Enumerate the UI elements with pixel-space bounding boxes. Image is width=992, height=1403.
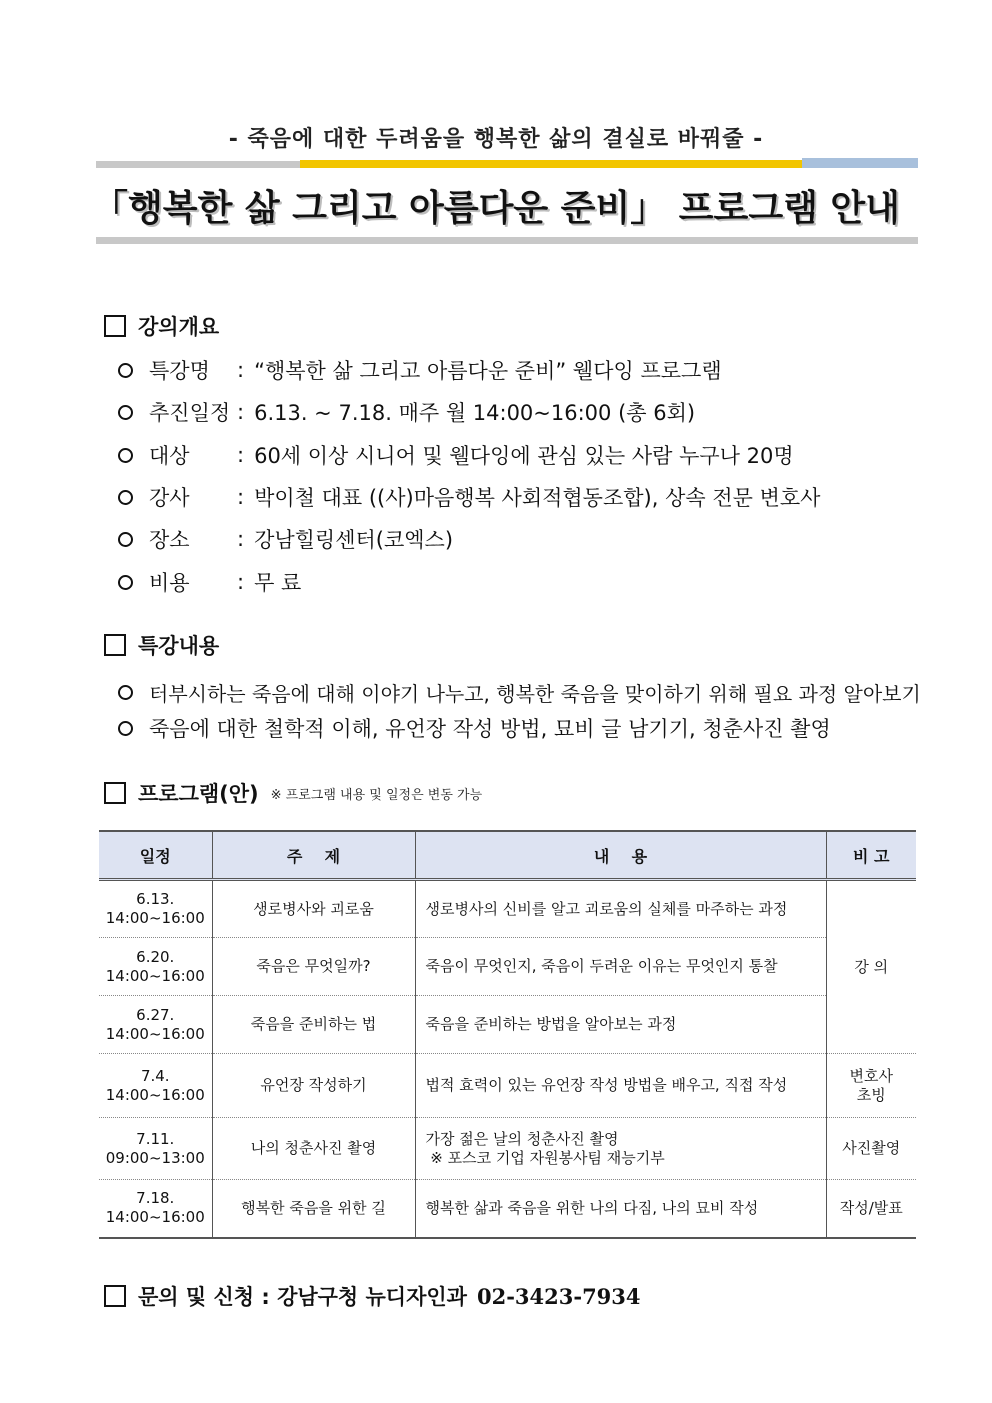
title-bar-bottom [96,237,918,244]
cell-schedule [99,880,212,938]
item-value: 6.13. ~ 7.18. 매주 월 14:00~16:00 (총 6회) [254,401,696,425]
cell-schedule [99,1180,212,1238]
table-header-row [99,831,916,880]
bullet-icon [118,575,133,590]
remark-line: 변호사 [849,1066,893,1085]
content-text: 죽음에 대한 철학적 이해, 유언장 작성 방법, 묘비 글 남기기, 청춘사진 촬영 [149,717,831,741]
page-title: 「행복한 삶 그리고 아름다운 준비」 프로그램 안내 [92,188,900,229]
table-row [99,1180,916,1238]
session-date: 6.13. [136,890,175,908]
table-row [99,1054,916,1118]
cell-remarks: 작성/발표 [826,1180,916,1238]
cell-remarks: 강 의 [826,880,916,1054]
checkbox-icon [104,634,126,656]
contact-line [104,1281,641,1311]
bullet-icon [118,685,133,700]
cell-content: 생로병사의 신비를 알고 괴로움의 실체를 마주하는 과정 [415,880,826,938]
cell-topic: 나의 청춘사진 촬영 [212,1118,415,1180]
program-note: ※ 프로그램 내용 및 일정은 변동 가능 [270,787,483,803]
item-value: 60세 이상 시니어 및 웰다잉에 관심 있는 사람 누구나 20명 [254,444,794,468]
overview-item-cost [118,567,301,597]
section-title: 프로그램(안) [138,782,259,806]
bullet-icon [118,405,133,420]
section-overview-heading [104,311,219,341]
session-date: 6.27. [136,1005,175,1024]
session-date: 7.11. [136,1129,175,1148]
session-time: 14:00~16:00 [105,1085,205,1104]
session-time: 14:00~16:00 [105,966,205,985]
bullet-icon [118,490,133,505]
item-label: 대상 [149,444,190,468]
session-date: 7.4. [140,1066,170,1085]
contact-phone: 02-3423-7934 [476,1283,641,1309]
table-row [99,938,916,996]
section-program-heading [104,778,482,808]
bullet-icon [118,532,133,547]
cell-schedule [99,1118,212,1180]
item-label: 특강명 [149,359,210,383]
section-content-heading [104,630,219,660]
section-title: 강의개요 [138,315,220,339]
session-time: 14:00~16:00 [105,1208,205,1227]
header-subtitle: - 죽음에 대한 두려움을 행복한 삶의 결실로 바꿔줄 - [228,127,764,152]
table-row [99,996,916,1054]
checkbox-icon [104,315,126,337]
table-row [99,1118,916,1180]
column-header-remarks: 비 고 [826,831,916,880]
checkbox-icon [104,782,126,804]
colon: : [237,570,245,594]
remark-line: 초빙 [856,1085,886,1104]
cell-schedule [99,996,212,1054]
overview-item-schedule [118,397,695,427]
bullet-icon [118,721,133,736]
checkbox-icon [104,1285,126,1307]
cell-topic: 죽음은 무엇일까? [212,938,415,996]
column-header-date: 일정 [99,831,212,880]
cell-content: 행복한 삶과 죽음을 위한 나의 다짐, 나의 묘비 작성 [415,1180,826,1238]
content-line-1: 가장 젊은 날의 청춘사진 촬영 [425,1129,619,1148]
cell-schedule [99,1054,212,1118]
bullet-icon [118,363,133,378]
cell-topic: 행복한 죽음을 위한 길 [212,1180,415,1238]
colon: : [237,358,245,382]
colon: : [237,443,245,467]
item-value: “행복한 삶 그리고 아름다운 준비” 웰다잉 프로그램 [254,359,722,383]
cell-content: 법적 효력이 있는 유언장 작성 방법을 배우고, 직접 작성 [415,1054,826,1118]
session-date: 7.18. [136,1189,175,1208]
item-value: 무 료 [254,571,302,595]
session-time: 09:00~13:00 [105,1148,205,1167]
cell-topic: 생로병사와 괴로움 [212,880,415,938]
title-bar-top-yellow [300,160,802,168]
item-label: 장소 [149,528,190,552]
overview-item-place [118,524,453,554]
item-label: 강사 [149,486,190,510]
item-value: 강남힐링센터(코엑스) [254,528,454,552]
cell-remarks [826,1054,916,1118]
item-value: 박이철 대표 ((사)마음행복 사회적협동조합), 상속 전문 변호사 [254,486,821,510]
content-line-2: ※ 포스코 기업 자원봉사팀 재능기부 [425,1148,665,1167]
content-text: 터부시하는 죽음에 대해 이야기 나누고, 행복한 죽음을 맞이하기 위해 필요 과정 알아보기 [149,682,921,706]
bullet-icon [118,448,133,463]
cell-remarks: 사진촬영 [826,1118,916,1180]
session-date: 6.20. [136,947,175,966]
colon: : [237,527,245,551]
section-title: 특강내용 [138,634,220,658]
content-line [118,678,921,707]
colon: : [237,400,245,424]
column-header-topic: 주 제 [212,831,415,880]
colon: : [237,485,245,509]
column-header-content: 내 용 [415,831,826,880]
cell-schedule [99,938,212,996]
title-bar-top-blue [802,158,918,168]
program-table [99,830,916,1239]
cell-topic: 유언장 작성하기 [212,1054,415,1118]
cell-content: 죽음을 준비하는 방법을 알아보는 과정 [415,996,826,1054]
overview-item-target [118,440,794,470]
item-label: 비용 [149,571,190,595]
item-label: 추진일정 [149,401,231,425]
cell-topic: 죽음을 준비하는 법 [212,996,415,1054]
cell-content [415,1118,826,1180]
table-row [99,880,916,938]
overview-item-lecturer [118,482,820,512]
contact-label: 문의 및 신청 : 강남구청 뉴디자인과 [138,1285,467,1309]
session-time: 14:00~16:00 [105,909,205,927]
content-line [118,713,831,743]
session-time: 14:00~16:00 [105,1024,205,1043]
overview-item-lecture-name [118,355,722,385]
cell-content: 죽음이 무엇인지, 죽음이 두려운 이유는 무엇인지 통찰 [415,938,826,996]
